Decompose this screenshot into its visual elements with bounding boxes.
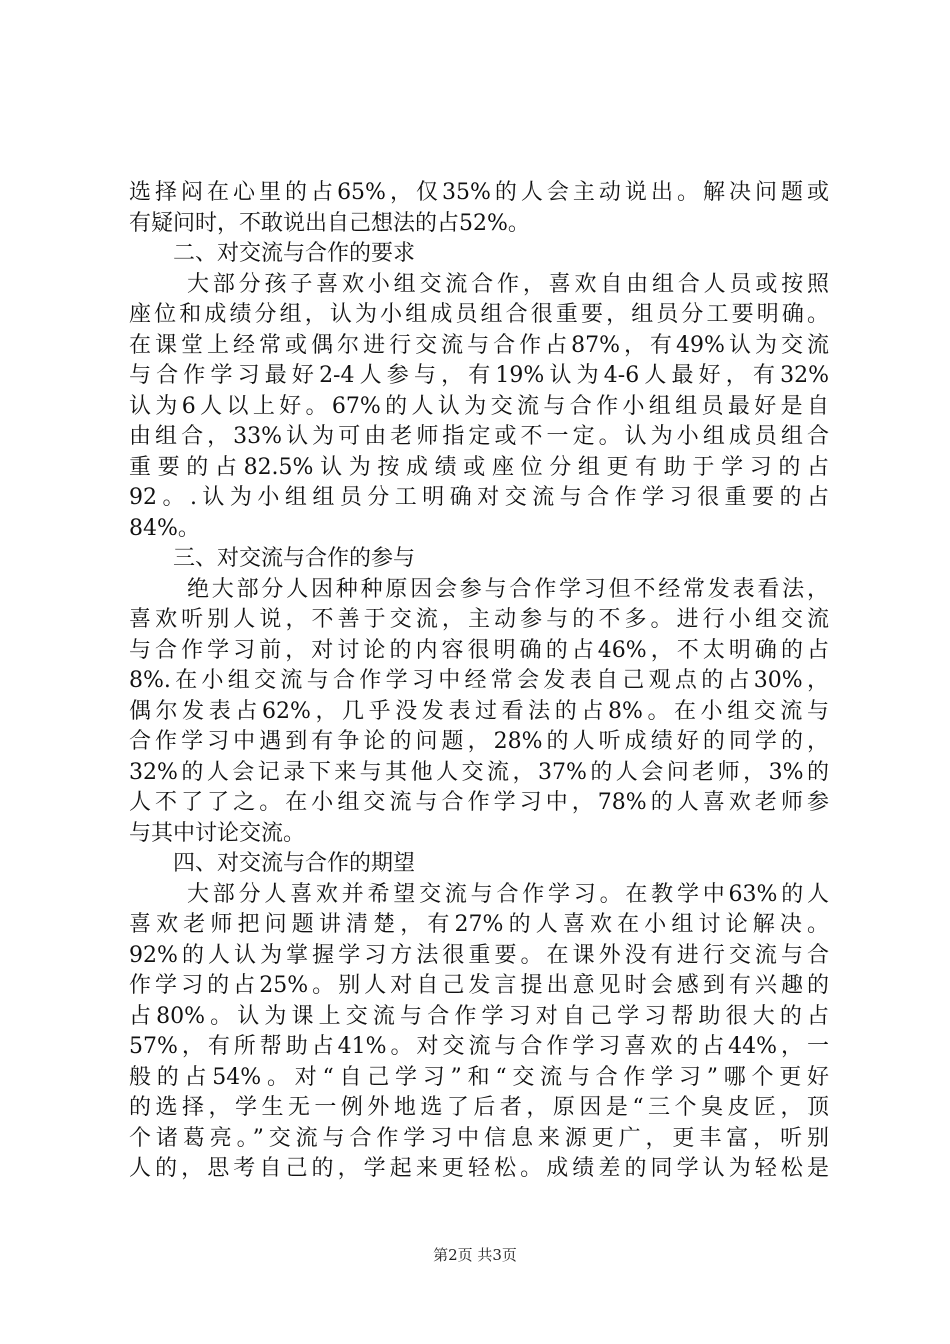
text-line: 个诸葛亮。”交流与合作学习中信息来源更广，更丰富，听别 — [129, 1125, 829, 1151]
text-line: 喜欢听别人说，不善于交流，主动参与的不多。进行小组交流 — [129, 607, 829, 632]
text-line: 占80%。认为课上交流与合作学习对自己学习帮助很大的占 — [129, 1003, 829, 1029]
text-line: 人的，思考自己的，学起来更轻松。成绩差的同学认为轻松是 — [129, 1156, 829, 1181]
text-line: 偶尔发表占62%，几乎没发表过看法的占8%。在小组交流与 — [129, 698, 829, 724]
text-line: 92。.认为小组组员分工明确对交流与合作学习很重要的占 — [129, 485, 829, 510]
text-line: 与合作学习最好2-4人参与，有19%认为4-6人最好，有32% — [129, 363, 829, 388]
text-line: 座位和成绩分组，认为小组成员组合很重要，组员分工要明确。 — [129, 302, 829, 327]
text-line: 与合作学习前，对讨论的内容很明确的占46%，不太明确的占 — [129, 637, 829, 663]
text-line: 认为6人以上好。67%的人认为交流与合作小组组员最好是自 — [129, 393, 829, 419]
text-line: 32%的人会记录下来与其他人交流，37%的人会问老师，3%的 — [129, 759, 829, 785]
text-line: 84%。 — [129, 515, 200, 541]
text-line: 喜欢老师把问题讲清楚，有27%的人喜欢在小组讨论解决。 — [129, 912, 829, 937]
text-line: 四、对交流与合作的期望 — [173, 851, 416, 876]
text-line: 57%，有所帮助占41%。对交流与合作学习喜欢的占44%，一 — [129, 1034, 829, 1059]
text-line: 作学习的占25%。别人对自己发言提出意见时会感到有兴趣的 — [129, 973, 829, 998]
text-line: 三、对交流与合作的参与 — [173, 546, 416, 571]
text-line: 人不了了之。在小组交流与合作学习中，78%的人喜欢老师参 — [129, 790, 829, 815]
text-line: 重要的占82.5%认为按成绩或座位分组更有助于学习的占 — [129, 454, 829, 480]
text-line: 般的占54%。对“自己学习”和“交流与合作学习”哪个更好 — [129, 1064, 829, 1090]
text-line: 的选择，学生无一例外地选了后者，原因是“三个臭皮匠，顶 — [129, 1095, 829, 1120]
text-line: 选择闷在心里的占65%，仅35%的人会主动说出。解决问题或 — [129, 180, 829, 205]
text-line: 8%.在小组交流与合作学习中经常会发表自己观点的占30%， — [129, 668, 829, 693]
text-line: 大部分人喜欢并希望交流与合作学习。在教学中63%的人 — [187, 881, 829, 907]
text-line: 绝大部分人因种种原因会参与合作学习但不经常发表看法， — [187, 576, 829, 602]
text-line: 有疑问时，不敢说出自己想法的占52%。 — [129, 210, 530, 236]
text-line: 由组合，33%认为可由老师指定或不一定。认为小组成员组合 — [129, 424, 829, 449]
page-number-footer: 第2页 共3页 — [433, 1246, 517, 1264]
text-line: 与其中讨论交流。 — [129, 820, 306, 846]
text-line: 在课堂上经常或偶尔进行交流与合作占87%，有49%认为交流 — [129, 332, 829, 358]
text-line: 合作学习中遇到有争论的问题，28%的人听成绩好的同学的， — [129, 729, 829, 754]
text-line: 二、对交流与合作的要求 — [173, 241, 416, 266]
text-line: 大部分孩子喜欢小组交流合作，喜欢自由组合人员或按照 — [187, 271, 829, 297]
text-line: 92%的人认为掌握学习方法很重要。在课外没有进行交流与合 — [129, 942, 829, 968]
document-body — [129, 178, 829, 1185]
